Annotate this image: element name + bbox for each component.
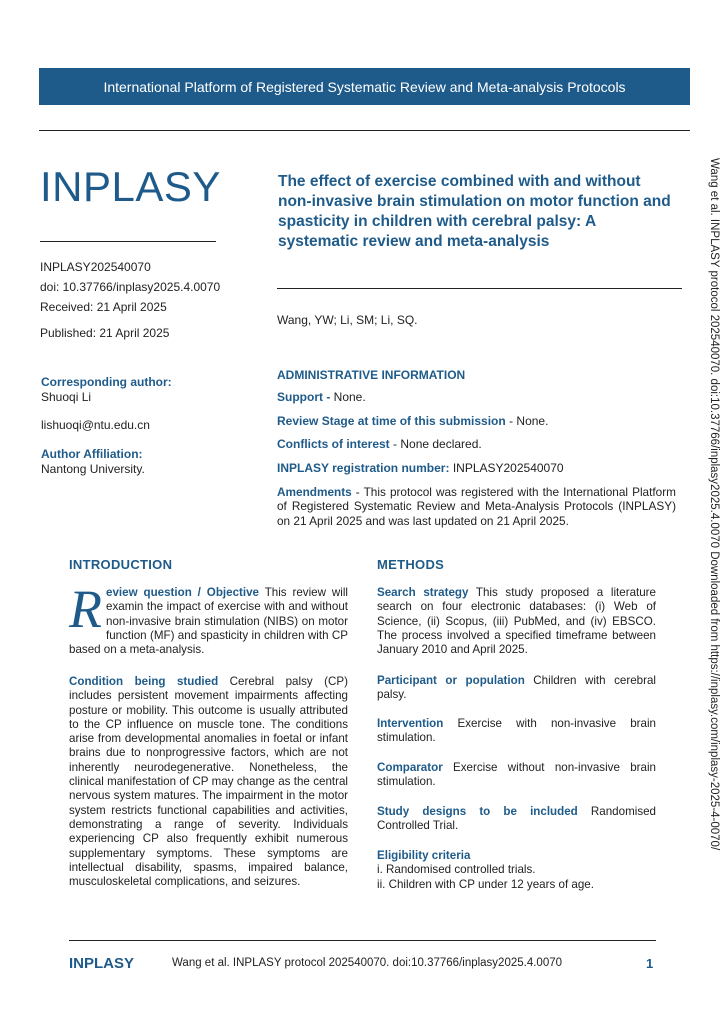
review-stage-value: - None. (505, 414, 549, 428)
admin-heading: ADMINISTRATIVE INFORMATION (277, 368, 466, 382)
corresponding-author-email[interactable]: lishuoqi@ntu.edu.cn (41, 418, 150, 432)
banner-text: International Platform of Registered Systematic Review and Meta-analysis Protocols (103, 78, 626, 95)
comparator-paragraph (377, 761, 656, 790)
brand-divider (40, 241, 216, 242)
support-line (277, 390, 677, 404)
intervention-paragraph (377, 717, 656, 746)
header-banner (39, 68, 690, 105)
review-stage-label: Review Stage at time of this submission (277, 414, 506, 428)
amendments-label: Amendments (277, 485, 352, 499)
search-strategy-paragraph (377, 586, 656, 657)
eligibility-item: i. Randomised controlled trials. (377, 863, 536, 877)
study-design-label: Study designs to be included (377, 805, 578, 818)
published-date: Published: 21 April 2025 (40, 326, 170, 340)
review-question-paragraph (69, 579, 348, 657)
amendments-paragraph (277, 485, 676, 528)
eligibility-item: ii. Children with CP under 12 years of age. (377, 877, 594, 891)
introduction-heading: INTRODUCTION (69, 557, 173, 572)
drop-cap: R (69, 579, 102, 639)
footer-citation: Wang et al. INPLASY protocol 202540070. doi:10.37766/inplasy2025.4.0070 (172, 957, 563, 969)
condition-text: Cerebral palsy (CP) includes persistent movement impairments affecting posture or mobility. This outcome is usually attributed to the CP influence on muscle tone. The conditions arise from developmental anomalies in foetal or infant brains due to nonprogressive factors, which are not inherently neurodegenerative. Nonetheless, the clinical manifestation of CP may change as the central nervous system matures. The impairment in the motor system restricts functional capabilities and activities, demonstrating a range of severity. Individuals experiencing CP also frequently exhibit numerous supplementary symptoms. These symptoms are intellectual disability, spasms, impaired balance, musculoskeletal complications, and seizures. (69, 675, 348, 889)
article-title: The effect of exercise combined with and without non-invasive brain stimulation on motor function and spasticity in children with cerebral palsy: A systematic review and meta-analysis (278, 173, 671, 250)
registration-id: INPLASY202540070 (40, 260, 151, 274)
support-value: None. (330, 390, 366, 404)
received-date: Received: 21 April 2025 (40, 300, 167, 314)
review-stage-line (277, 414, 677, 428)
corresponding-author-label: Corresponding author: (41, 375, 172, 389)
registration-number-line (277, 461, 677, 475)
affiliation-value: Nantong University. (41, 462, 145, 476)
brand-logo: INPLASY (40, 163, 221, 210)
study-design-paragraph (377, 805, 656, 834)
search-strategy-text: This study proposed a literature search on four electronic databases: (i) Web of Science, (ii) Scopus, (iii) PubMed, and (iv) EBSCO. The process involved a specified timeframe between January 2010 and April 2025. (377, 586, 656, 657)
review-question-label: eview question / Objective (106, 586, 259, 599)
population-text: Children with cerebral palsy. (377, 674, 656, 702)
corresponding-author-name: Shuoqi Li (41, 390, 92, 404)
registration-number-label: INPLASY registration number: (277, 461, 450, 475)
footer-brand: INPLASY (69, 955, 135, 972)
title-divider (277, 288, 682, 289)
condition-label: Condition being studied (69, 675, 219, 688)
population-paragraph (377, 674, 656, 703)
eligibility-label: Eligibility criteria (377, 849, 471, 862)
comparator-label: Comparator (377, 761, 443, 774)
population-label: Participant or population (377, 674, 525, 687)
registration-number-value: INPLASY202540070 (449, 461, 564, 475)
review-question-text: This review will examin the impact of exercise with and without non-invasive brain stimulation (NIBS) on motor function (MF) and spasticity in children with CP based on a meta-analysis. (69, 586, 348, 657)
conflicts-label: Conflicts of interest (277, 437, 390, 451)
intervention-text: Exercise with non-invasive brain stimulation. (377, 717, 656, 745)
intervention-label: Intervention (377, 717, 444, 730)
page-number: 1 (646, 956, 654, 971)
eligibility-paragraph (377, 849, 656, 892)
authors: Wang, YW; Li, SM; Li, SQ. (277, 313, 418, 327)
search-strategy-label: Search strategy (377, 586, 469, 599)
conflicts-line (277, 437, 677, 451)
conflicts-value: - None declared. (389, 437, 482, 451)
footer-divider (69, 940, 656, 941)
amendments-text: - This protocol was registered with the International Platform of Registered Systematic Review and Meta-Analysis Protocols (INPLASY) on 21 April 2025 and was last updated on 21 April 2025. (277, 485, 676, 528)
comparator-text: Exercise without non-invasive brain stimulation. (377, 761, 656, 789)
condition-paragraph (69, 675, 348, 889)
side-citation: Wang et al. INPLASY protocol 202540070. doi:10.37766/inplasy2025.4.0070 Downloaded from https://inplasy.com/inplasy-2025-4-0070/ (708, 158, 720, 851)
methods-heading: METHODS (377, 557, 445, 572)
affiliation-label: Author Affiliation: (41, 447, 143, 461)
doi[interactable]: doi: 10.37766/inplasy2025.4.0070 (40, 280, 221, 294)
header-divider (39, 130, 690, 131)
support-label: Support - (277, 390, 331, 404)
study-design-text: Randomised Controlled Trial. (377, 805, 657, 833)
